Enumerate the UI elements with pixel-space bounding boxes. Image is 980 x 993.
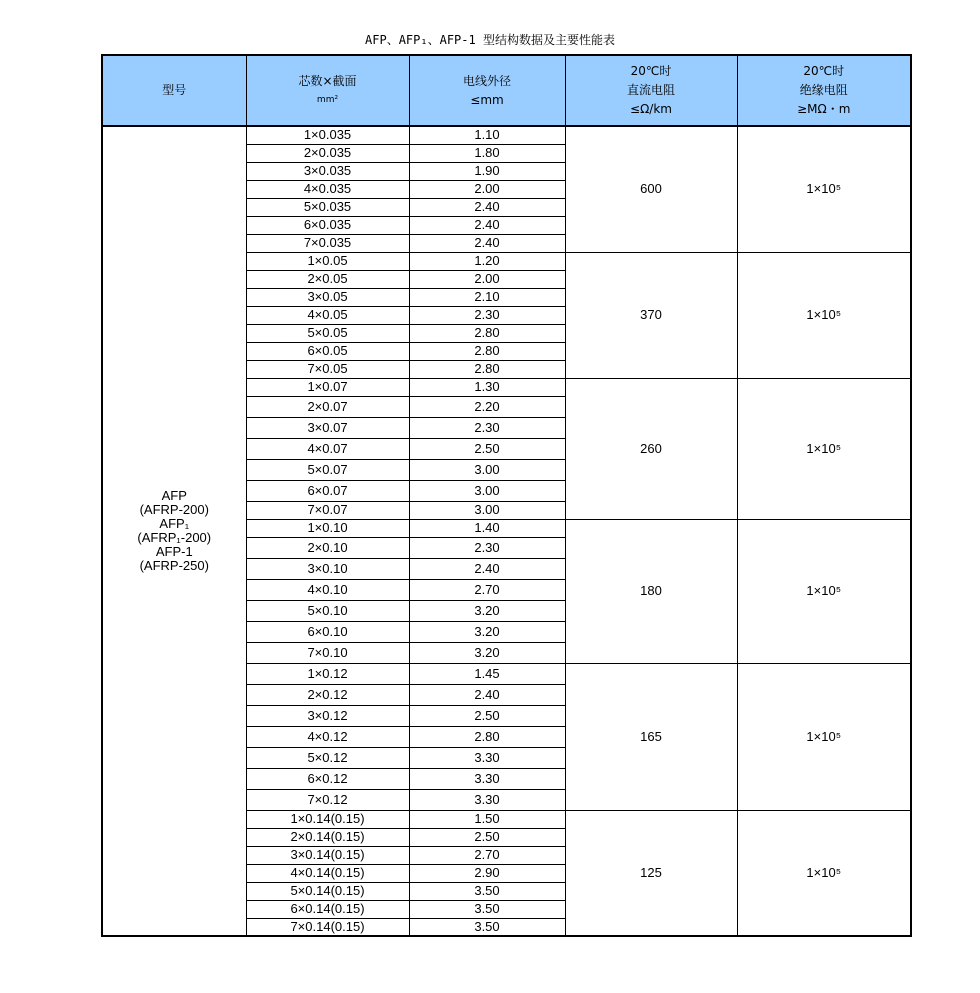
diameter-cell: 3.30 [409, 747, 565, 768]
diameter-cell: 2.10 [409, 288, 565, 306]
diameter-cell: 2.80 [409, 342, 565, 360]
diameter-cell: 1.90 [409, 162, 565, 180]
cores-section-cell: 5×0.07 [246, 459, 409, 480]
model-line: AFP [161, 488, 187, 503]
diameter-cell: 1.80 [409, 144, 565, 162]
spec-table [101, 54, 912, 937]
cores-section-cell: 3×0.05 [246, 288, 409, 306]
cores-section-cell: 3×0.035 [246, 162, 409, 180]
diameter-cell: 3.20 [409, 621, 565, 642]
cores-section-cell: 4×0.05 [246, 306, 409, 324]
cores-section-cell: 1×0.12 [246, 663, 409, 684]
diameter-cell: 2.70 [409, 846, 565, 864]
header-cores-section [246, 55, 409, 126]
cores-section-cell: 4×0.14(0.15) [246, 864, 409, 882]
diameter-cell: 3.00 [409, 459, 565, 480]
cores-section-cell: 5×0.035 [246, 198, 409, 216]
table-title: AFP、AFP₁、AFP-1 型结构数据及主要性能表 [365, 33, 615, 47]
diameter-cell: 2.20 [409, 396, 565, 417]
dc-resistance-cell: 180 [565, 519, 737, 663]
model-line: (AFRP₁-200) [137, 530, 212, 545]
diameter-cell: 2.40 [409, 198, 565, 216]
diameter-cell: 1.50 [409, 810, 565, 828]
cores-section-cell: 3×0.12 [246, 705, 409, 726]
insulation-resistance-cell: 1×10⁵ [737, 378, 911, 519]
cores-section-cell: 3×0.14(0.15) [246, 846, 409, 864]
cores-section-cell: 6×0.14(0.15) [246, 900, 409, 918]
header-ins-unit: ≥MΩ・m [797, 102, 851, 116]
diameter-cell: 2.30 [409, 537, 565, 558]
header-model: 型号 [102, 55, 246, 126]
insulation-resistance-cell: 1×10⁵ [737, 126, 911, 252]
diameter-cell: 3.00 [409, 501, 565, 519]
insulation-resistance-cell: 1×10⁵ [737, 519, 911, 663]
header-diameter-unit: ≤mm [470, 92, 504, 107]
diameter-cell: 2.50 [409, 438, 565, 459]
cores-section-cell: 1×0.05 [246, 252, 409, 270]
diameter-cell: 2.50 [409, 705, 565, 726]
dc-resistance-cell: 125 [565, 810, 737, 936]
diameter-cell: 1.30 [409, 378, 565, 396]
cores-section-cell: 6×0.10 [246, 621, 409, 642]
cores-section-cell: 3×0.07 [246, 417, 409, 438]
diameter-cell: 3.00 [409, 480, 565, 501]
diameter-cell: 2.40 [409, 216, 565, 234]
diameter-cell: 2.80 [409, 324, 565, 342]
dc-resistance-cell: 370 [565, 252, 737, 378]
header-diameter-label: 电线外径 [462, 73, 511, 88]
cores-section-cell: 7×0.12 [246, 789, 409, 810]
diameter-cell: 3.20 [409, 642, 565, 663]
table-body [102, 126, 911, 936]
cores-section-cell: 1×0.07 [246, 378, 409, 396]
diameter-cell: 2.30 [409, 306, 565, 324]
dc-resistance-cell: 165 [565, 663, 737, 810]
header-ins-temp: 20℃时 [803, 64, 845, 78]
cores-section-cell: 3×0.10 [246, 558, 409, 579]
diameter-cell: 3.50 [409, 882, 565, 900]
cores-section-cell: 7×0.05 [246, 360, 409, 378]
cores-section-cell: 4×0.035 [246, 180, 409, 198]
diameter-cell: 3.50 [409, 900, 565, 918]
diameter-cell: 2.30 [409, 417, 565, 438]
diameter-cell: 1.20 [409, 252, 565, 270]
cores-section-cell: 1×0.035 [246, 126, 409, 144]
header-diameter [409, 55, 565, 126]
table-row [102, 126, 911, 144]
diameter-cell: 2.00 [409, 270, 565, 288]
insulation-resistance-cell: 1×10⁵ [737, 663, 911, 810]
model-line: AFP-1 [155, 544, 193, 559]
header-dcr-unit: ≤Ω/km [630, 102, 672, 116]
cores-section-cell: 7×0.14(0.15) [246, 918, 409, 936]
header-ins-label: 绝缘电阻 [799, 83, 848, 97]
diameter-cell: 1.45 [409, 663, 565, 684]
cores-section-cell: 2×0.07 [246, 396, 409, 417]
cores-section-cell: 1×0.14(0.15) [246, 810, 409, 828]
cores-section-cell: 7×0.07 [246, 501, 409, 519]
header-dcr-label: 直流电阻 [626, 83, 675, 97]
cores-section-cell: 6×0.05 [246, 342, 409, 360]
cores-section-cell: 5×0.12 [246, 747, 409, 768]
model-line: (AFRP-200) [139, 502, 209, 517]
diameter-cell: 2.90 [409, 864, 565, 882]
dc-resistance-cell: 260 [565, 378, 737, 519]
cores-section-cell: 4×0.07 [246, 438, 409, 459]
header-dcr-temp: 20℃时 [630, 64, 672, 78]
header-insulation-resistance [737, 55, 911, 126]
diameter-cell: 2.40 [409, 558, 565, 579]
cores-section-cell: 7×0.035 [246, 234, 409, 252]
diameter-cell: 2.00 [409, 180, 565, 198]
diameter-cell: 2.70 [409, 579, 565, 600]
model-line: AFP₁ [159, 516, 190, 531]
model-line: (AFRP-250) [139, 558, 209, 573]
diameter-cell: 3.50 [409, 918, 565, 936]
diameter-cell: 1.10 [409, 126, 565, 144]
insulation-resistance-cell: 1×10⁵ [737, 252, 911, 378]
cores-section-cell: 5×0.10 [246, 600, 409, 621]
cores-section-cell: 2×0.10 [246, 537, 409, 558]
diameter-cell: 3.20 [409, 600, 565, 621]
cores-section-cell: 2×0.05 [246, 270, 409, 288]
diameter-cell: 2.50 [409, 828, 565, 846]
cores-section-cell: 7×0.10 [246, 642, 409, 663]
diameter-cell: 2.80 [409, 726, 565, 747]
header-cores-label: 芯数×截面 [298, 73, 357, 88]
diameter-cell: 2.40 [409, 684, 565, 705]
insulation-resistance-cell: 1×10⁵ [737, 810, 911, 936]
cores-section-cell: 2×0.14(0.15) [246, 828, 409, 846]
header-dc-resistance [565, 55, 737, 126]
cores-section-cell: 2×0.12 [246, 684, 409, 705]
diameter-cell: 3.30 [409, 768, 565, 789]
cores-section-cell: 2×0.035 [246, 144, 409, 162]
diameter-cell: 3.30 [409, 789, 565, 810]
cores-section-cell: 6×0.035 [246, 216, 409, 234]
cores-section-cell: 4×0.10 [246, 579, 409, 600]
header-cores-unit: mm² [316, 94, 339, 105]
model-cell [102, 126, 246, 936]
diameter-cell: 2.80 [409, 360, 565, 378]
cores-section-cell: 4×0.12 [246, 726, 409, 747]
cores-section-cell: 6×0.12 [246, 768, 409, 789]
dc-resistance-cell: 600 [565, 126, 737, 252]
cores-section-cell: 6×0.07 [246, 480, 409, 501]
cores-section-cell: 5×0.14(0.15) [246, 882, 409, 900]
cores-section-cell: 1×0.10 [246, 519, 409, 537]
diameter-cell: 1.40 [409, 519, 565, 537]
cores-section-cell: 5×0.05 [246, 324, 409, 342]
diameter-cell: 2.40 [409, 234, 565, 252]
